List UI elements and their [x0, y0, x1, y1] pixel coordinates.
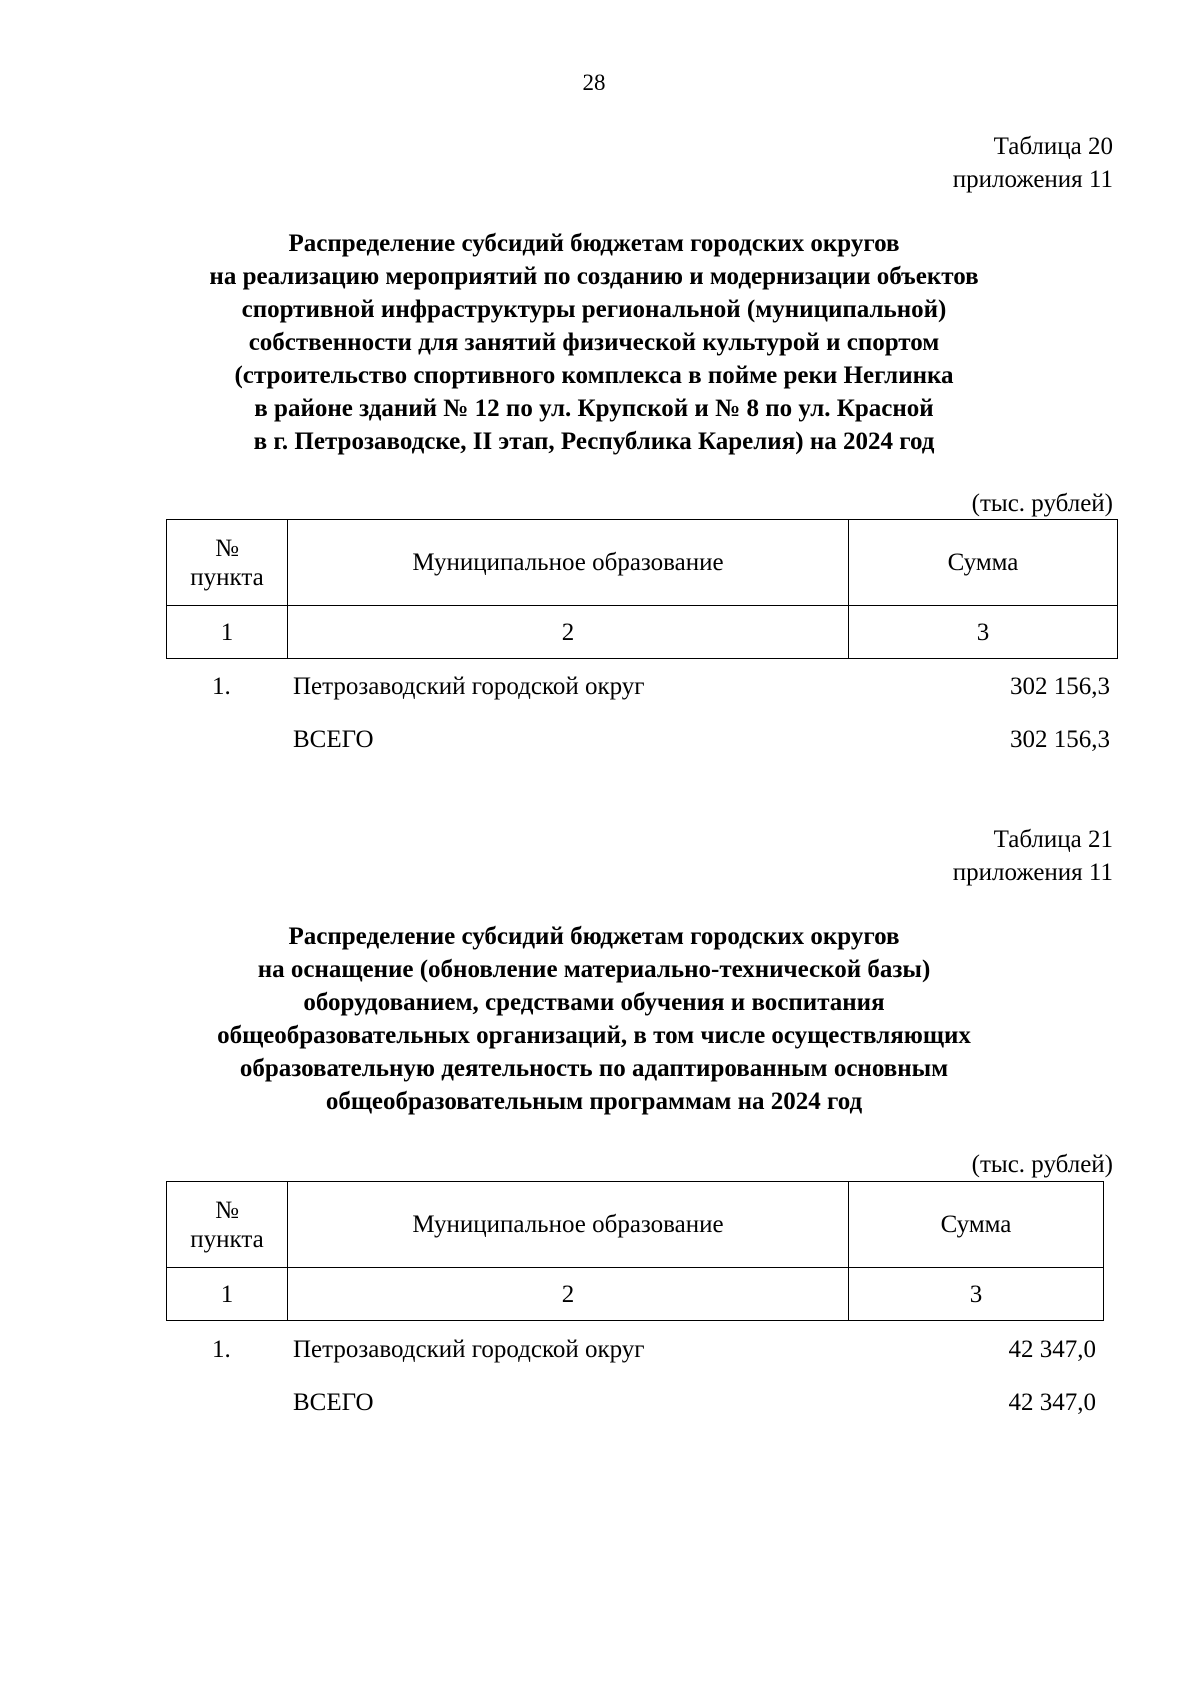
- table-20-title-line: в г. Петрозаводске, II этап, Республика Карелия) на 2024 год: [253, 428, 935, 455]
- row-amount: 302 156,3: [1010, 673, 1110, 700]
- header-number-sign: №: [215, 534, 239, 562]
- table-20-title-line: (строительство спортивного комплекса в пойме реки Неглинка: [234, 362, 954, 389]
- table-21-appendix: приложения 11: [952, 859, 1113, 886]
- header-point-label: пункта: [190, 1225, 264, 1253]
- table-21-title: [0, 920, 1188, 1118]
- row-number: 1.: [212, 673, 231, 700]
- header-municipality: Муниципальное образование: [288, 1182, 849, 1268]
- table-21-title-line: образовательную деятельность по адаптированным основным: [239, 1055, 949, 1082]
- page-number: 28: [582, 70, 606, 95]
- column-number-2: 2: [288, 1268, 849, 1321]
- header-amount: Сумма: [849, 1182, 1104, 1268]
- header-municipality: Муниципальное образование: [288, 520, 849, 606]
- table-20-title-line: собственности для занятий физической культурой и спортом: [248, 329, 940, 356]
- table-20-reference: [953, 130, 1113, 196]
- column-number-1: 1: [167, 606, 288, 659]
- row-amount: 42 347,0: [1008, 1336, 1096, 1363]
- table-20-header-grid: [166, 519, 1118, 659]
- table-20-number: Таблица 20: [993, 133, 1113, 160]
- row-municipality: Петрозаводский городской округ: [293, 673, 645, 700]
- table-20-title-line: Распределение субсидий бюджетам городских округов: [288, 230, 900, 257]
- row-municipality: Петрозаводский городской округ: [293, 1336, 645, 1363]
- header-number-sign: №: [215, 1196, 239, 1224]
- column-number-3: 3: [849, 606, 1118, 659]
- header-point-number: [167, 520, 288, 606]
- header-point-label: пункта: [190, 563, 264, 591]
- table-20-row: [0, 670, 1200, 704]
- table-21-header-grid: [166, 1181, 1104, 1321]
- total-amount: 42 347,0: [1008, 1389, 1096, 1416]
- header-amount: Сумма: [849, 520, 1118, 606]
- table-21-title-line: на оснащение (обновление материально-технической базы): [257, 956, 931, 983]
- table-21-units: (тыс. рублей): [971, 1151, 1113, 1178]
- row-number: 1.: [212, 1336, 231, 1363]
- table-20-title: [0, 227, 1188, 458]
- table-21-title-line: общеобразовательных организаций, в том числе осуществляющих: [217, 1022, 971, 1049]
- column-number-1: 1: [167, 1268, 288, 1321]
- table-21-title-line: общеобразовательным программам на 2024 год: [325, 1088, 863, 1115]
- table-21-title-line: оборудованием, средствами обучения и воспитания: [303, 989, 885, 1016]
- table-21-reference: [953, 823, 1113, 889]
- column-number-3: 3: [849, 1268, 1104, 1321]
- table-20-title-line: спортивной инфраструктуры региональной (муниципальной): [241, 296, 947, 323]
- table-20-units: (тыс. рублей): [971, 490, 1113, 517]
- table-21-total-row: [0, 1386, 1200, 1420]
- table-21-title-line: Распределение субсидий бюджетам городских округов: [288, 923, 900, 950]
- total-label: ВСЕГО: [293, 726, 374, 753]
- header-point-number: [167, 1182, 288, 1268]
- table-20-appendix: приложения 11: [952, 166, 1113, 193]
- column-number-2: 2: [288, 606, 849, 659]
- total-label: ВСЕГО: [293, 1389, 374, 1416]
- table-20-total-row: [0, 723, 1200, 757]
- table-21-number: Таблица 21: [993, 826, 1113, 853]
- table-21-row: [0, 1333, 1200, 1367]
- total-amount: 302 156,3: [1010, 726, 1110, 753]
- table-20-title-line: на реализацию мероприятий по созданию и модернизации объектов: [209, 263, 979, 290]
- table-20-title-line: в районе зданий № 12 по ул. Крупской и № 8 по ул. Красной: [254, 395, 934, 422]
